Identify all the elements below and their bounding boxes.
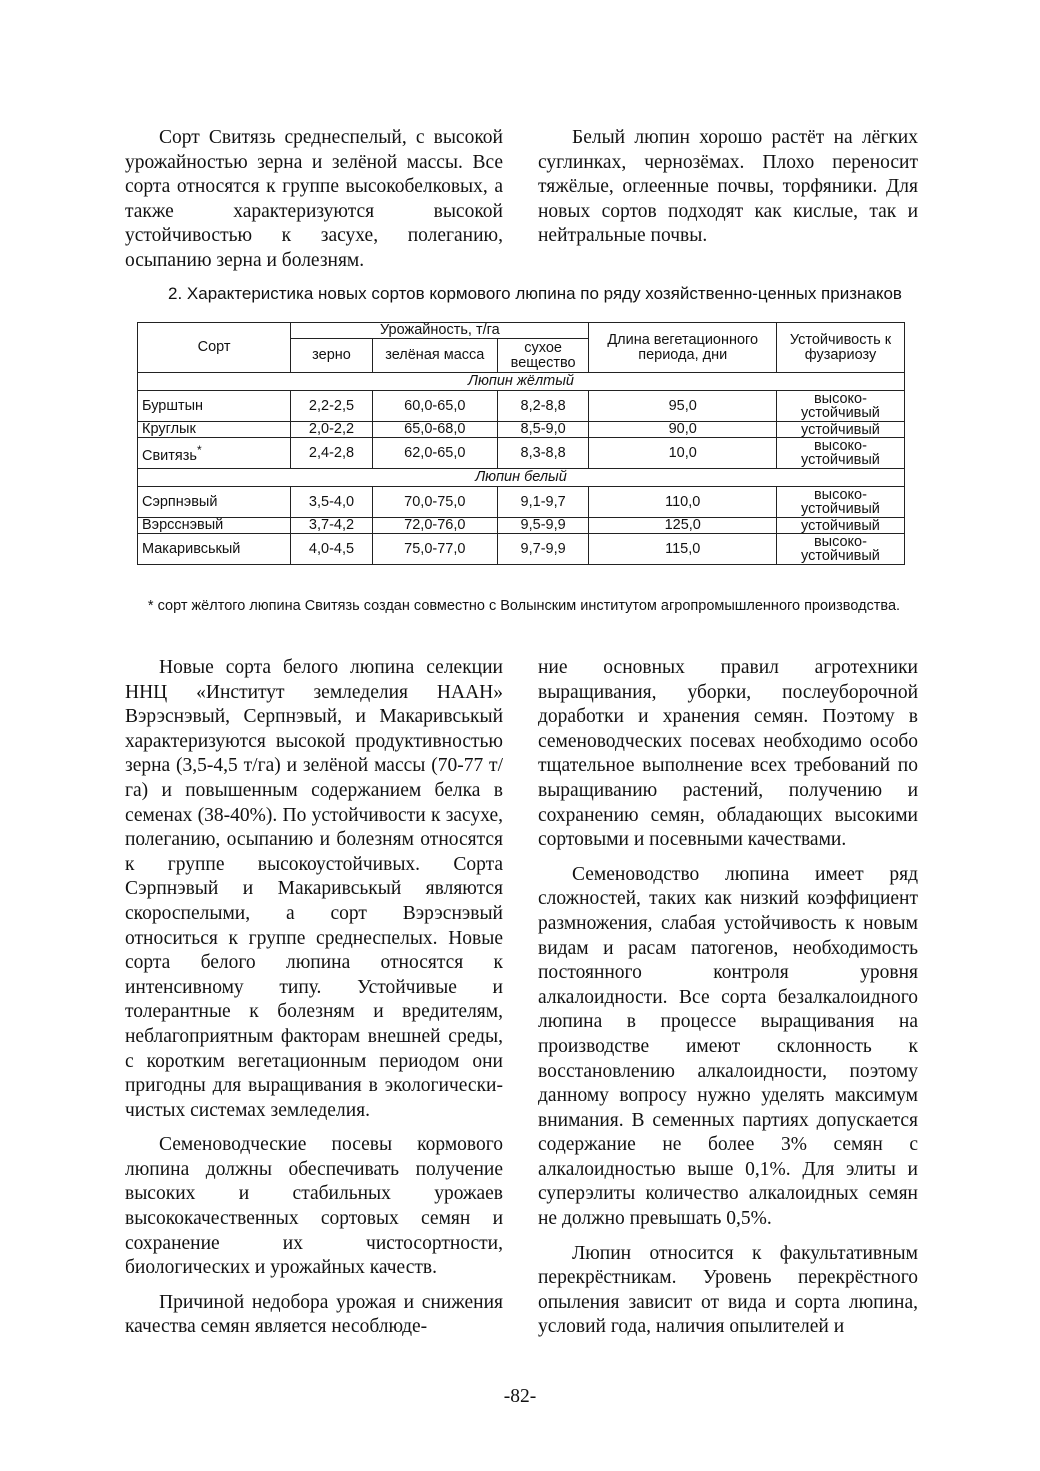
group-label: Люпин белый: [138, 469, 905, 487]
cell-dry-matter: 9,7-9,9: [497, 534, 589, 565]
cell-green-mass: 62,0-65,0: [372, 438, 497, 469]
page-number: -82-: [503, 1386, 537, 1407]
cell-green-mass: 60,0-65,0: [372, 391, 497, 422]
table-row: [138, 438, 905, 469]
table-footnote: * сорт жёлтого люпина Свитязь создан совместно с Волынским институтом агропромышленного производства.: [147, 598, 901, 614]
cell-variety: [138, 487, 291, 518]
paragraph: Сорт Свитязь среднеспелый, с высокой урожайностью зерна и зелёной массы. Все сорта относятся к группе высокобелковых, а также характеризуются высокой устойчивостью к засухе, полеганию, осыпанию зерна и болезням.: [125, 127, 503, 271]
cell-vegetation-days: 110,0: [589, 487, 776, 518]
variety-name: Круглык: [142, 421, 196, 437]
cell-green-mass: 75,0-77,0: [372, 534, 497, 565]
cell-grain: 2,4-2,8: [291, 438, 373, 469]
table-row: [138, 391, 905, 422]
cell-variety: [138, 518, 291, 534]
cell-dry-matter: 8,2-8,8: [497, 391, 589, 422]
cell-variety: [138, 391, 291, 422]
lupin-varieties-table: [137, 322, 905, 565]
variety-name: Сэрпнэвый: [142, 493, 218, 510]
paragraph: Семеноводство люпина имеет ряд сложностей, таких как низкий коэффициент размножения, слабая устойчивость к новым видам и расам патогенов, необходимость постоянного контроля уровня алкалоидности. Все сорта безалкалоидного люпина в процессе выращивания на производстве имеют склонность к восстановлению алкалоидности, поэтому данному вопросу нужно уделять максимум внимания. В семенных партиях допускается содержание не более 3% семян с алкалоидностью выше 0,1%. Для элиты и суперэлиты количество алкалоидных семян не должно превышать 0,5%.: [538, 863, 918, 1230]
cell-vegetation-days: 115,0: [589, 534, 776, 565]
cell-grain: 3,7-4,2: [291, 518, 373, 534]
variety-name: Свитязь: [142, 447, 197, 464]
cell-green-mass: 70,0-75,0: [372, 487, 497, 518]
cell-green-mass: 72,0-76,0: [372, 518, 497, 534]
variety-name: Макаривськый: [142, 540, 241, 557]
cell-vegetation-days: 90,0: [589, 422, 776, 438]
paragraph: ние основных правил агротехники выращивания, уборки, послеуборочной доработки и хранения семян. Поэтому в семеноводческих посевах необходимо особо тщательное выполнение всех требований по выращиванию растений, получению и сохранению семян, обладающих высокими сортовыми и посевными качествами.: [538, 657, 918, 851]
variety-name: Вэрсснэвый: [142, 517, 224, 533]
cell-variety: [138, 534, 291, 565]
cell-dry-matter: 9,5-9,9: [497, 518, 589, 534]
header-yield: Урожайность, т/га: [291, 323, 589, 339]
variety-name: Бурштын: [142, 397, 204, 414]
cell-green-mass: 65,0-68,0: [372, 422, 497, 438]
table-row: [138, 518, 905, 534]
header-dry-matter: сухое вещество: [497, 339, 589, 373]
bottom-right-column: [538, 656, 918, 1340]
paragraph: Новые сорта белого люпина селекции ННЦ «Институт земледелия НААН» Вэрэснэвый, Серпнэвый, и Макаривськый характеризуются высокой продуктивностью зерна (3,5-4,5 т/га) и зелёной массы (70-77 т/га) и повышенным содержанием белка в семенах (38-40%). По устойчивости к засухе, полеганию, осыпанию и болезням относятся к группе высокоустойчивых. Сорта Сэрпнэвый и Макаривськый являются скороспелыми, а сорт Вэрэснэвый относиться к группе среднеспелых. Новые сорта белого люпина относятся к интенсивному типу. Устойчивые и толерантные к болезням и вредителям, неблагоприятным факторам внешней среды, с коротким вегетационным периодом они пригодны для выращивания в экологически-чистых системах земледелия.: [125, 657, 503, 1121]
cell-grain: 3,5-4,0: [291, 487, 373, 518]
cell-resistance: устойчивый: [776, 518, 904, 534]
cell-vegetation-days: 95,0: [589, 391, 776, 422]
group-row: [138, 469, 905, 487]
cell-grain: 2,0-2,2: [291, 422, 373, 438]
footnote-mark: *: [196, 442, 202, 457]
header-variety: Сорт: [138, 323, 291, 373]
paragraph: Белый люпин хорошо растёт на лёгких суглинках, чернозёмах. Плохо переносит тяжёлые, оглеенные почвы, торфяники. Для новых сортов подходят как кислые, так и нейтральные почвы.: [538, 127, 918, 247]
header-fusarium: Устойчивость к фузариозу: [776, 323, 904, 373]
header-grain: зерно: [291, 339, 373, 373]
top-right-column: [538, 126, 918, 249]
table-row: [138, 534, 905, 565]
cell-variety: [138, 422, 291, 438]
cell-grain: 4,0-4,5: [291, 534, 373, 565]
cell-dry-matter: 8,5-9,0: [497, 422, 589, 438]
top-left-column: [125, 126, 503, 274]
paragraph: Причиной недобора урожая и снижения качества семян является несоблюде-: [125, 1291, 503, 1338]
header-vegetation: Длина вегетационного периода, дни: [589, 323, 776, 373]
group-row: [138, 373, 905, 391]
table-body: [138, 373, 905, 565]
table-caption: 2. Характеристика новых сортов кормового люпина по ряду хозяйственно-ценных признаков: [168, 284, 902, 303]
cell-resistance: высоко-устойчивый: [776, 438, 904, 469]
table-row: [138, 422, 905, 438]
cell-resistance: устойчивый: [776, 422, 904, 438]
cell-resistance: высоко-устойчивый: [776, 534, 904, 565]
cell-resistance: высоко-устойчивый: [776, 487, 904, 518]
paragraph: Семеноводческие посевы кормового люпина должны обеспечивать получение высоких и стабильных урожаев высококачественных сортовых семян и сохранение их чистосортности, биологических и урожайных качеств.: [125, 1134, 503, 1279]
table-row: [138, 487, 905, 518]
cell-grain: 2,2-2,5: [291, 391, 373, 422]
cell-vegetation-days: 125,0: [589, 518, 776, 534]
bottom-left-column: [125, 656, 503, 1340]
group-label: Люпин жёлтый: [138, 373, 905, 391]
cell-resistance: высоко-устойчивый: [776, 391, 904, 422]
paragraph: Люпин относится к факультативным перекрёстникам. Уровень перекрёстного опыления зависит от вида и сорта люпина, условий года, наличия опылителей и: [538, 1242, 918, 1338]
cell-dry-matter: 9,1-9,7: [497, 487, 589, 518]
header-green-mass: зелёная масса: [372, 339, 497, 373]
cell-variety: [138, 438, 291, 469]
cell-dry-matter: 8,3-8,8: [497, 438, 589, 469]
cell-vegetation-days: 10,0: [589, 438, 776, 469]
